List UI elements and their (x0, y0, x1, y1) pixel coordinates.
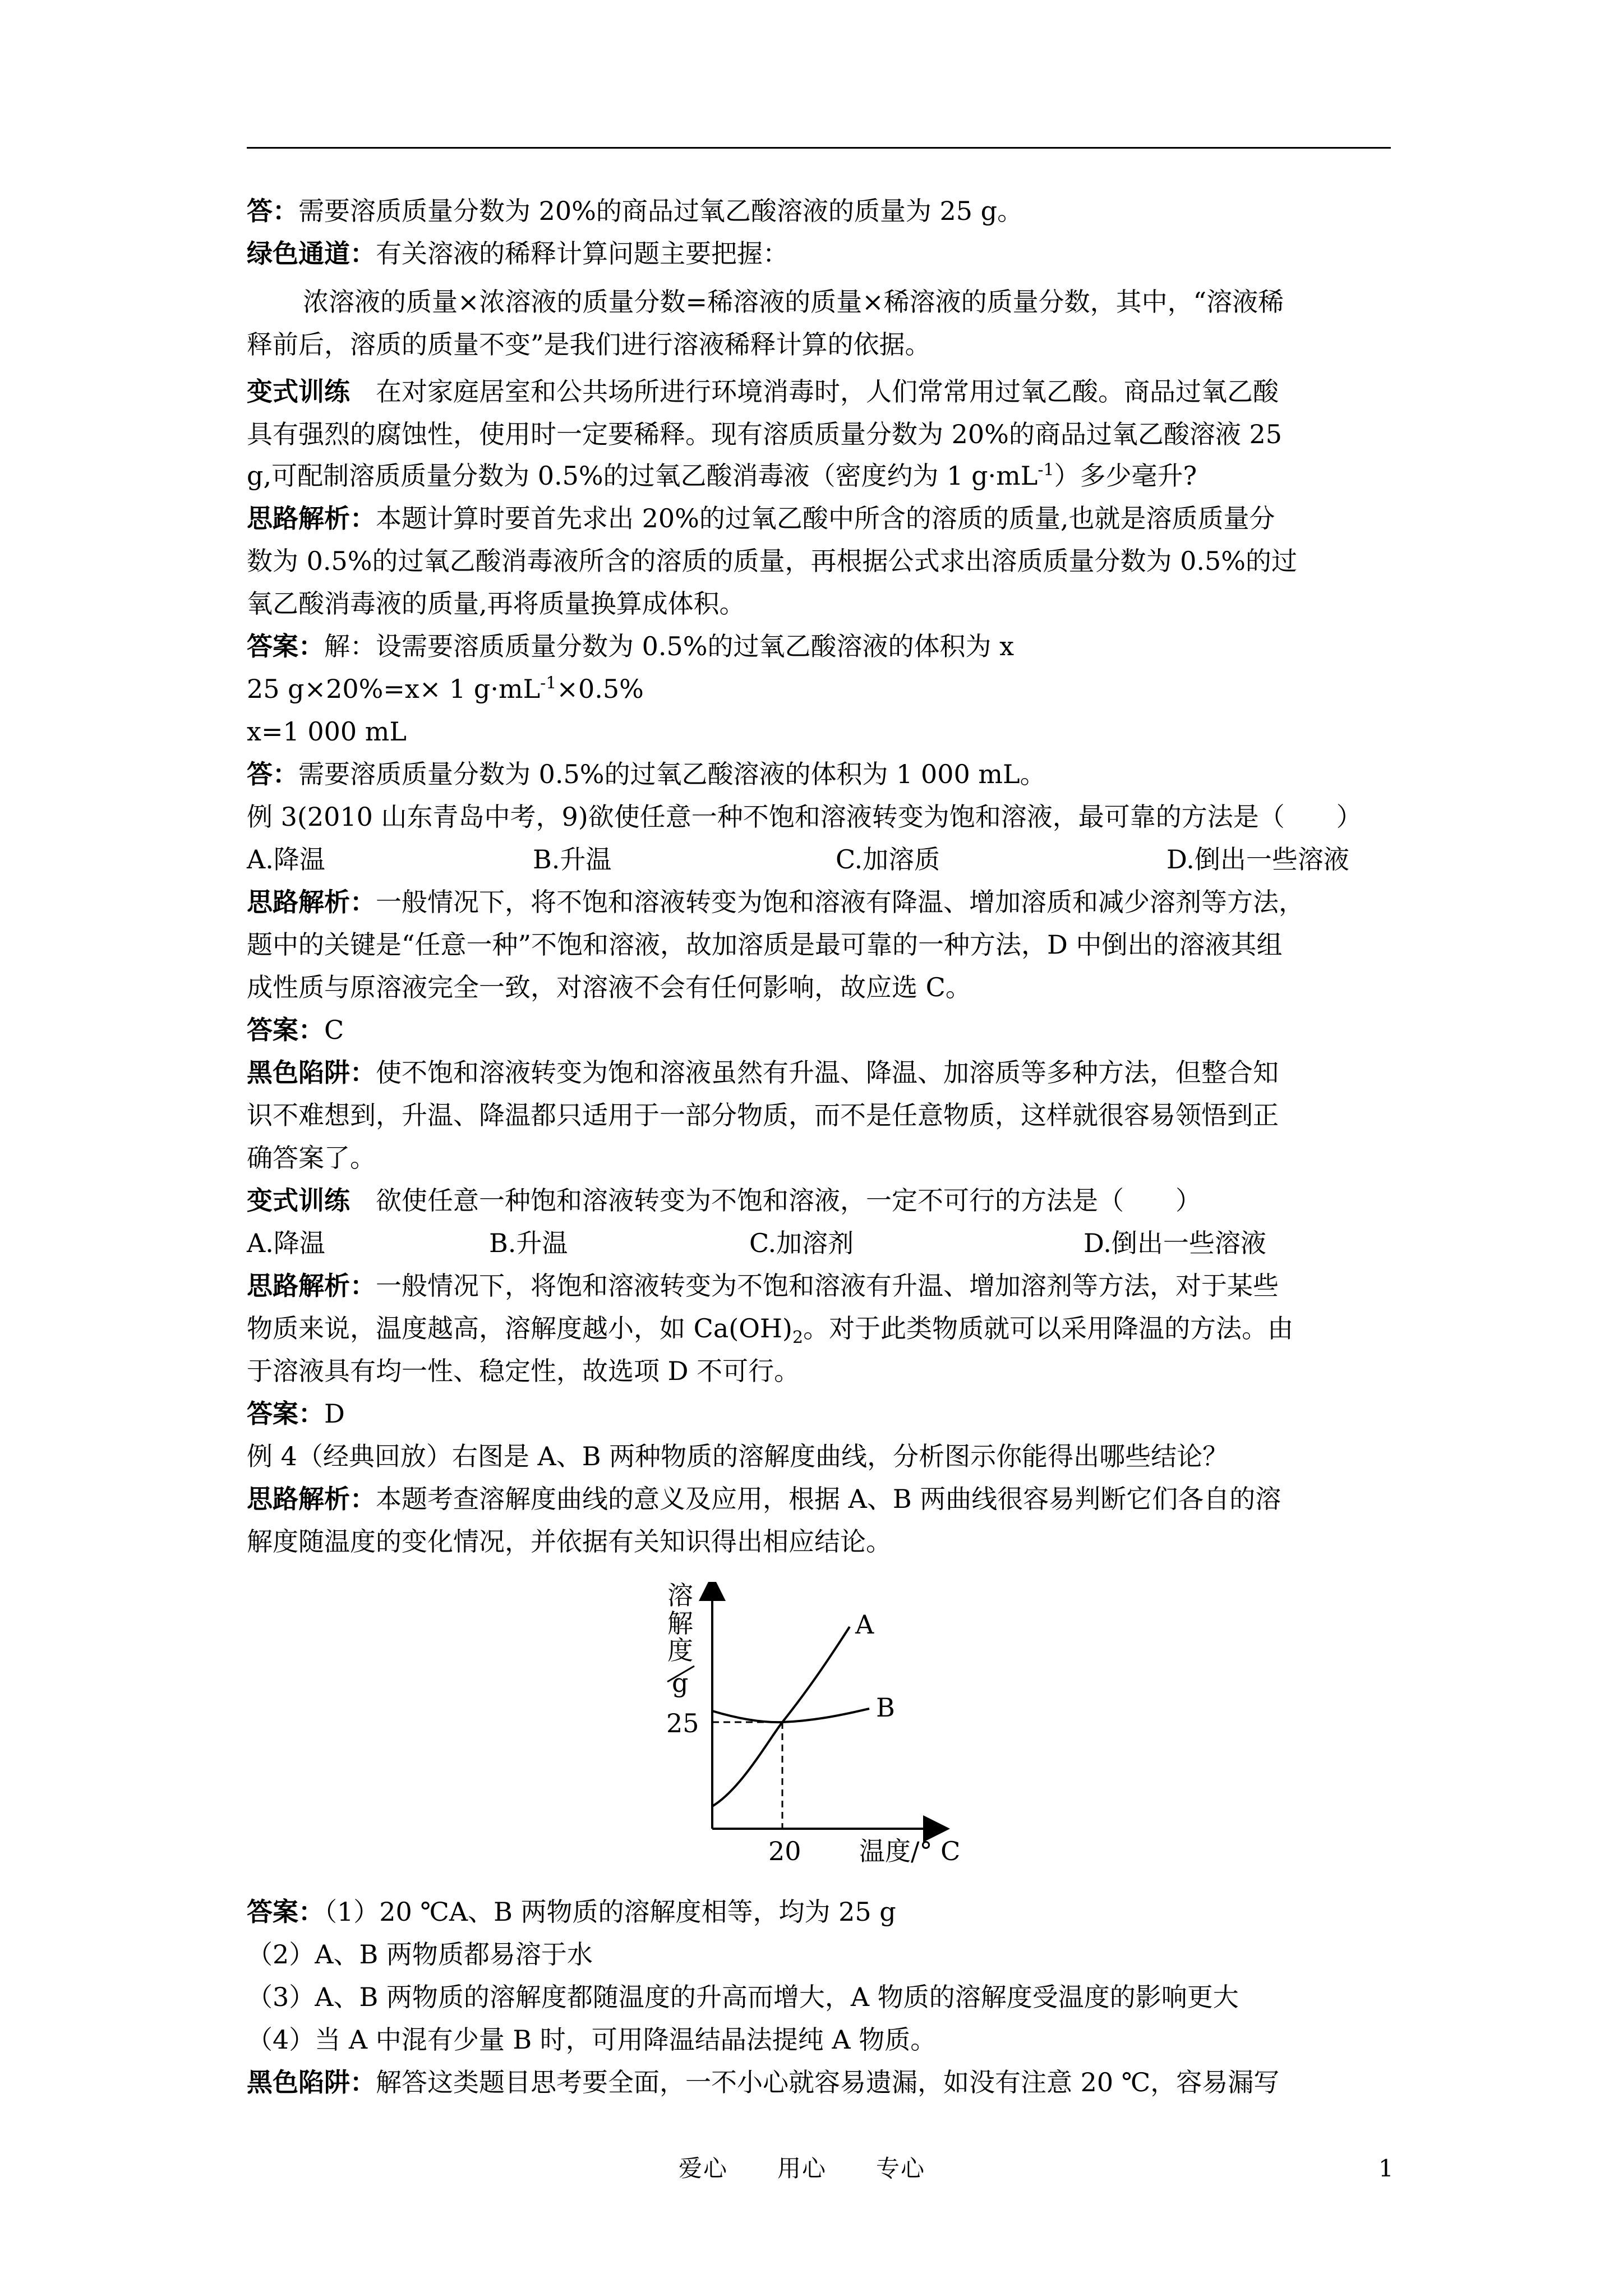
analysis-v2-line-1 (247, 1269, 1396, 1303)
lead-label: 答： (247, 196, 298, 226)
dilution-rule-line-1 (303, 285, 1453, 319)
variant-2-option-d (1083, 1226, 1266, 1260)
line-text: 题中的关键是“任意一种”不饱和溶液，故加溶质是最可靠的一种方法，D 中倒出的溶液其组 (247, 930, 1283, 960)
line-text: 例 3(2010 山东青岛中考，9)欲使任意一种不饱和溶液转变为饱和溶液，最可靠的方法是（ ） (247, 802, 1362, 832)
line-text: 本题考查溶解度曲线的意义及应用，根据 A、B 两曲线很容易判断它们各自的溶 (376, 1484, 1281, 1514)
lead-label: 思路解析： (247, 1271, 376, 1301)
page-number: 1 (1378, 2155, 1394, 2182)
answer-1-line-1 (247, 629, 1396, 663)
lead-label: 思路解析： (247, 1484, 376, 1514)
lead-label: 变式训练 (247, 1185, 350, 1216)
option-text: D.倒出一些溶液 (1166, 844, 1349, 875)
line-text: ×0.5% (556, 674, 644, 704)
header-rule (247, 147, 1391, 149)
superscript: -1 (1038, 460, 1054, 480)
line-text: 成性质与原溶液完全一致，对溶液不会有任何影响，故应选 C。 (247, 972, 971, 1002)
lead-label: 答案： (247, 631, 324, 661)
lead-label: 变式训练 (247, 376, 350, 407)
line-text: （2）A、B 两物质都易溶于水 (247, 1939, 593, 1970)
analysis-3-line-2 (247, 928, 1396, 961)
option-text: B.升温 (489, 1228, 568, 1258)
line-text: 使不饱和溶液转变为饱和溶液虽然有升温、降温、加溶质等多种方法，但整合知 (376, 1057, 1279, 1088)
lead-label: 思路解析： (247, 503, 376, 533)
footer-motto: 爱心 用心 专心 (679, 2155, 926, 2182)
equation-line (247, 672, 1396, 706)
answer-4-line-3 (247, 1980, 1396, 2014)
option-text: C.加溶质 (836, 844, 940, 875)
answer-4-line-2 (247, 1938, 1396, 1971)
answer-line-1 (247, 194, 1396, 228)
line-text: 于溶液具有均一性、稳定性，故选项 D 不可行。 (247, 1356, 800, 1386)
line-text: ）多少毫升? (1054, 461, 1197, 491)
example-3-option-d (1166, 843, 1349, 876)
superscript: -1 (540, 673, 557, 693)
curve-a-label: A (855, 1609, 874, 1640)
line-text: 具有强烈的腐蚀性，使用时一定要稀释。现有溶质质量分数为 20%的商品过氧乙酸溶液 25 (247, 419, 1283, 449)
line-text: 确答案了。 (247, 1143, 376, 1173)
pitfall-3-line-1 (247, 1056, 1396, 1089)
line-text: 一般情况下，将饱和溶液转变为不饱和溶液有升温、增加溶剂等方法，对于某些 (376, 1271, 1279, 1301)
example-4-question (247, 1439, 1396, 1473)
lead-label: 答案： (247, 1897, 324, 1927)
pitfall-3-line-2 (247, 1098, 1396, 1132)
line-text: （3）A、B 两物质的溶解度都随温度的升高而增大，A 物质的溶解度受温度的影响更大 (247, 1982, 1239, 2012)
line-text: 。对于此类物质就可以采用降温的方法。由 (803, 1313, 1294, 1343)
variant-training-1-line-2 (247, 417, 1396, 451)
line-text: 一般情况下，将不饱和溶液转变为饱和溶液有降温、增加溶质和减少溶剂等方法， (376, 887, 1304, 917)
lead-label: 黑色陷阱： (247, 1057, 376, 1088)
pitfall-4-line-1 (247, 2065, 1396, 2099)
line-text: 解答这类题目思考要全面，一不小心就容易遗漏，如没有注意 20 ℃，容易漏写 (376, 2067, 1280, 2097)
variant-training-2 (247, 1184, 1396, 1217)
subscript: 2 (792, 1328, 804, 1348)
variant-2-option-b (489, 1226, 568, 1260)
line-text: 物质来说，温度越高，溶解度越小，如 Ca(OH) (247, 1313, 792, 1343)
lead-label: 思路解析： (247, 887, 376, 917)
option-text: A.降温 (247, 844, 325, 875)
analysis-3-line-3 (247, 970, 1396, 1004)
line-text: 有关溶液的稀释计算问题主要把握： (376, 238, 789, 269)
answer-4-line-4 (247, 2023, 1396, 2056)
analysis-1-line-2 (247, 544, 1396, 578)
answer-v2 (247, 1397, 1396, 1430)
line-text: （1）20 ℃A、B 两物质的溶解度相等，均为 25 g (324, 1897, 896, 1927)
answer-4-line-1 (247, 1895, 1396, 1929)
line-text: D (324, 1398, 345, 1429)
example-3-option-c (836, 843, 940, 876)
lead-label: 黑色陷阱： (247, 2067, 376, 2097)
pitfall-3-line-3 (247, 1141, 1396, 1175)
result-line (247, 715, 1396, 748)
option-text: C.加溶剂 (749, 1228, 854, 1258)
line-text: （4）当 A 中混有少量 B 时，可用降温结晶法提纯 A 物质。 (247, 2024, 937, 2055)
lead-label: 答案： (247, 1398, 324, 1429)
y-tick-label: 25 (666, 1708, 699, 1738)
lead-label: 答案： (247, 1015, 324, 1045)
analysis-3-line-1 (247, 885, 1396, 919)
option-text: B.升温 (533, 844, 612, 875)
dilution-rule-line-2 (247, 328, 1396, 361)
line-text: C (324, 1015, 344, 1045)
analysis-v2-line-3 (247, 1354, 1396, 1388)
line-text: 数为 0.5%的过氧乙酸消毒液所含的溶质的质量，再根据公式求出溶质质量分数为 0.5%的过 (247, 546, 1297, 576)
y-axis-label-char: 解 (667, 1608, 693, 1639)
example-3-option-a (247, 843, 325, 876)
y-axis-label-char: 度 (667, 1635, 693, 1665)
x-axis-label: 温度/° C (859, 1836, 961, 1866)
variant-training-1-line-1 (247, 375, 1396, 408)
line-text: 解：设需要溶质质量分数为 0.5%的过氧乙酸溶液的体积为 x (324, 631, 1015, 661)
example-3-option-b (533, 843, 611, 876)
green-channel-heading (247, 237, 1396, 270)
line-text: x=1 000 mL (247, 716, 407, 747)
line-text: 浓溶液的质量×浓溶液的质量分数=稀溶液的质量×稀溶液的质量分数，其中，“溶液稀 (303, 287, 1284, 317)
line-text: 识不难想到，升温、降温都只适用于一部分物质，而不是任意物质，这样就很容易领悟到正 (247, 1100, 1279, 1130)
analysis-4-line-2 (247, 1525, 1396, 1558)
solubility-curve-figure (656, 1582, 970, 1874)
line-text: 本题计算时要首先求出 20%的过氧乙酸中所含的溶质的质量,也就是溶质质量分 (376, 503, 1275, 533)
y-axis-label-unit: g (672, 1668, 689, 1698)
lead-label: 答： (247, 759, 298, 789)
example-3-question (247, 800, 1396, 834)
option-text: D.倒出一些溶液 (1083, 1228, 1266, 1258)
line-text: 在对家庭居室和公共场所进行环境消毒时，人们常常用过氧乙酸。商品过氧乙酸 (350, 376, 1279, 407)
analysis-1-line-3 (247, 587, 1396, 620)
line-text: g,可配制溶质质量分数为 0.5%的过氧乙酸消毒液（密度约为 1 g·mL (247, 461, 1038, 491)
y-axis-label-char: 溶 (667, 1582, 693, 1611)
option-text: A.降温 (247, 1228, 325, 1258)
answer-3 (247, 1013, 1396, 1047)
answer-line-2 (247, 757, 1396, 791)
x-tick-label: 20 (768, 1836, 801, 1866)
line-text: 例 4（经典回放）右图是 A、B 两种物质的溶解度曲线，分析图示你能得出哪些结论？ (247, 1441, 1229, 1471)
variant-2-option-a (247, 1226, 325, 1260)
line-text: 25 g×20%=x× 1 g·mL (247, 674, 541, 704)
line-text: 需要溶质质量分数为 0.5%的过氧乙酸溶液的体积为 1 000 mL。 (298, 759, 1046, 789)
line-text: 需要溶质质量分数为 20%的商品过氧乙酸溶液的质量为 25 g。 (298, 196, 1023, 226)
variant-training-1-line-3 (247, 459, 1396, 493)
lead-label: 绿色通道： (247, 238, 376, 269)
analysis-v2-line-2 (247, 1312, 1396, 1348)
line-text: 欲使任意一种饱和溶液转变为不饱和溶液，一定不可行的方法是（ ） (350, 1185, 1201, 1216)
line-text: 解度随温度的变化情况，并依据有关知识得出相应结论。 (247, 1526, 892, 1557)
curve-b-label: B (876, 1692, 895, 1723)
variant-2-option-c (749, 1226, 854, 1260)
analysis-4-line-1 (247, 1482, 1396, 1516)
analysis-1-line-1 (247, 501, 1396, 535)
line-text: 释前后，溶质的质量不变”是我们进行溶液稀释计算的依据。 (247, 329, 931, 360)
line-text: 氧乙酸消毒液的质量,再将质量换算成体积。 (247, 588, 745, 619)
